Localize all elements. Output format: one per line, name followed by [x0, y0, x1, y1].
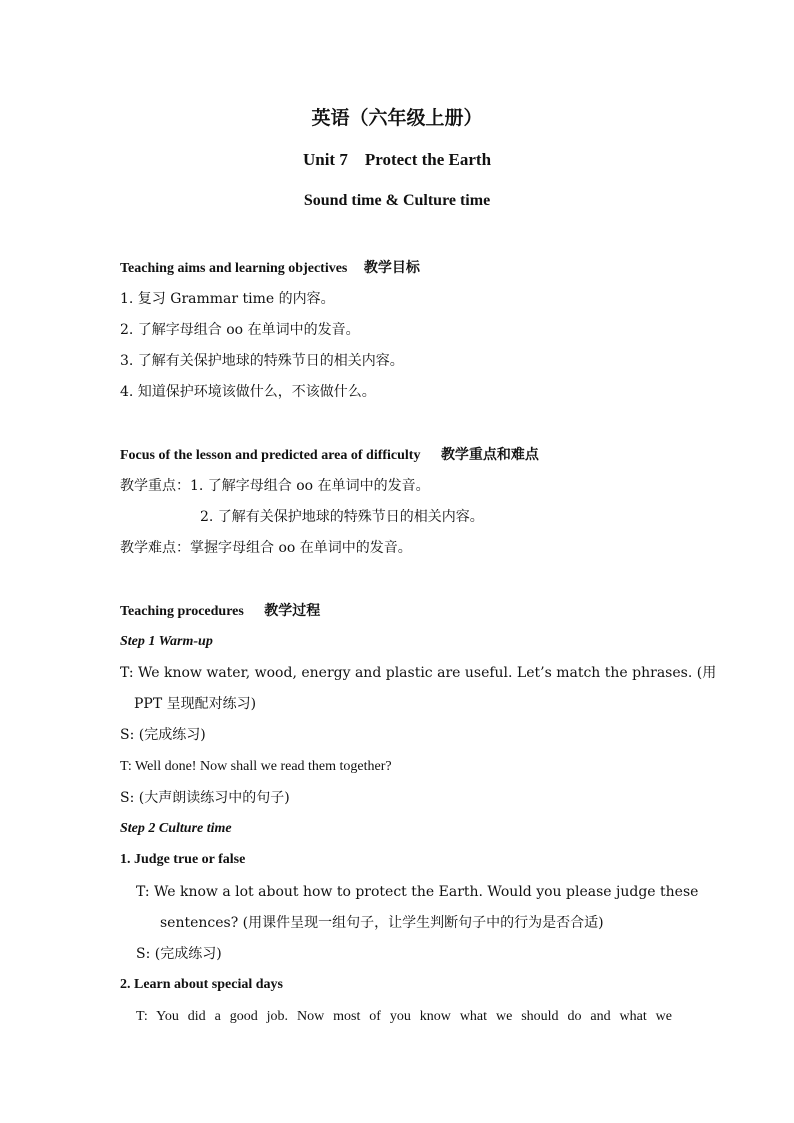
focus-difficulty: 教学难点：掌握字母组合 oo 在单词中的发音。 — [120, 540, 412, 556]
aims-item: 3. 了解有关保护地球的特殊节日的相关内容。 — [120, 353, 404, 369]
focus-key-item: 2. 了解有关保护地球的特殊节日的相关内容。 — [200, 509, 484, 525]
step2-sub1-line: S: (完成练习) — [136, 946, 222, 962]
step2-sub1-line: sentences? (用课件呈现一组句子，让学生判断句子中的行为是否合适) — [160, 915, 604, 931]
aims-heading-cn: 教学目标 — [363, 260, 420, 276]
step1-line: S: (完成练习) — [120, 727, 206, 743]
document-title: 英语（六年级上册） — [311, 107, 483, 129]
step1-line: T: We know water, wood, energy and plastic are useful. Let’s match the phrases. (用 — [120, 665, 717, 681]
unit-title: Unit 7 Protect the Earth — [302, 150, 492, 169]
focus-key-item: 1. 了解字母组合 oo 在单词中的发音。 — [190, 478, 430, 494]
step2-sub2-line: T: You did a good job. Now most of you know what we should do and what we — [136, 1009, 672, 1024]
aims-item: 4. 知道保护环境该做什么，不该做什么。 — [120, 384, 376, 400]
step1-line: T: Well done! Now shall we read them together? — [120, 759, 392, 774]
step1-line: S: (大声朗读练习中的句子) — [120, 790, 290, 806]
step2-sub1-title: 1. Judge true or false — [120, 852, 246, 867]
aims-heading-en: Teaching aims and learning objectives — [120, 261, 348, 276]
focus-heading-cn: 教学重点和难点 — [440, 447, 539, 463]
focus-key-label: 教学重点： — [120, 478, 190, 494]
focus-heading-en: Focus of the lesson and predicted area of difficulty — [120, 448, 421, 463]
step2-sub2-title: 2. Learn about special days — [120, 977, 283, 992]
aims-heading — [120, 259, 420, 278]
step2-sub1-line: T: We know a lot about how to protect the Earth. Would you please judge these — [136, 884, 699, 900]
procedures-heading — [120, 602, 320, 621]
step1-title: Step 1 Warm-up — [120, 634, 213, 649]
procedures-heading-cn: 教学过程 — [264, 603, 321, 619]
aims-item: 1. 复习 Grammar time 的内容。 — [120, 291, 335, 307]
focus-heading — [120, 446, 539, 465]
focus-key-line — [120, 477, 430, 495]
aims-item: 2. 了解字母组合 oo 在单词中的发音。 — [120, 322, 360, 338]
lesson-title: Sound time & Culture time — [303, 192, 491, 209]
step1-line: PPT 呈现配对练习) — [134, 696, 257, 712]
procedures-heading-en: Teaching procedures — [120, 604, 244, 619]
step2-title: Step 2 Culture time — [120, 821, 232, 836]
